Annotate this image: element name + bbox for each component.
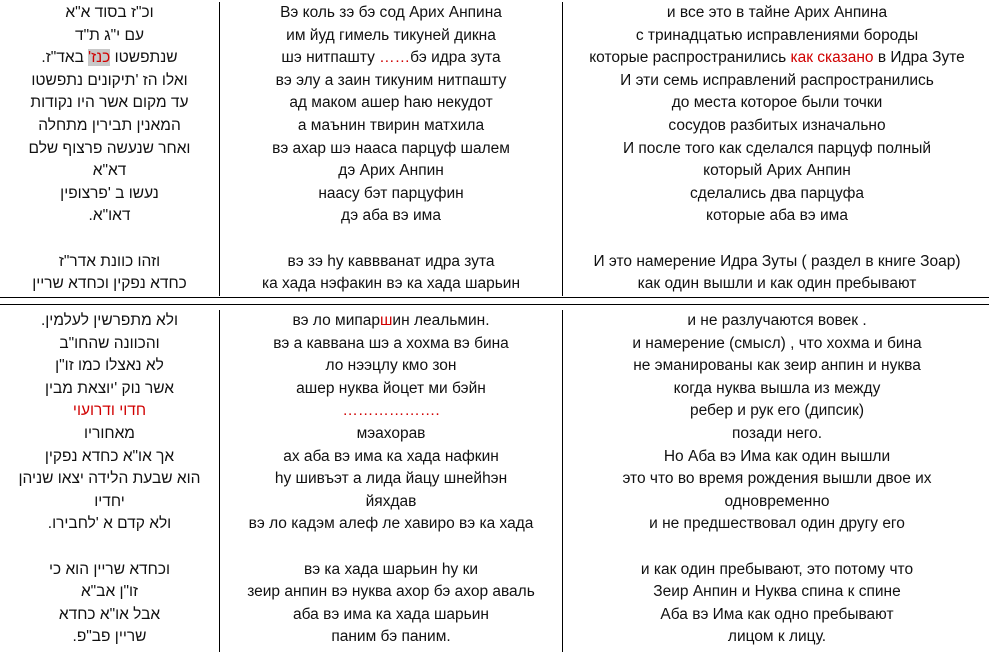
text-line (220, 400, 562, 423)
text-span: в Идра Зуте (873, 49, 965, 67)
text-span: שנתפשטו (110, 49, 178, 67)
text-line: аба вэ има ка хада шарьин (293, 605, 489, 623)
red-text: ш (379, 312, 393, 329)
text-line: сосудов разбитых изначально (668, 116, 886, 134)
text-line: И это намерение Идра Зуты ( раздел в книге Зоар) (593, 252, 961, 270)
red-text: חדוי ודרועוי (72, 402, 147, 420)
text-line: אך או"א כחדא נפקין (44, 447, 175, 465)
text-line: и как один пребывают, это потому что (640, 560, 914, 578)
text-line: лицом к лицу. (727, 628, 827, 646)
text-line: который Арих Анпин (703, 162, 851, 180)
text-line: זו"ן אב"א (80, 583, 139, 601)
text-line: דא"א (92, 162, 127, 180)
text-line: המאנין תבירין מתחלה (38, 116, 181, 134)
section-divider-bottom (0, 304, 989, 305)
text-line: как один вышли и как один пребывают (637, 275, 917, 293)
text-line: ребер и рук его (дипсик) (689, 402, 865, 420)
text-line: נעשו ב 'פרצופין (60, 184, 159, 202)
text-line (0, 47, 219, 70)
text-line: с тринадцатью исправлениями бороды (635, 26, 919, 44)
text-line: и не предшествовал один другу его (649, 515, 905, 533)
text-line: הוא שבעת הלידה יצאו שניהן (18, 470, 201, 488)
text-line: им йуд гимель тикуней дикна (286, 26, 496, 44)
text-line: паним бэ паним. (331, 628, 451, 646)
text-line: דאו"א. (88, 207, 131, 225)
text-line: позади него. (732, 424, 822, 442)
text-line: и намерение (смысл) , что хохма и бина (632, 334, 922, 352)
text-line: йяхдав (365, 492, 417, 510)
text-line: אבל או"א כחדא (58, 605, 161, 623)
text-line: которые аба вэ има (706, 207, 848, 225)
text-span: ин леальмин. (392, 312, 490, 329)
text-line: и все это в тайне Арих Анпина (666, 4, 888, 21)
text-line (220, 310, 562, 333)
text-line: ад маком ашер hаю некудот (289, 94, 493, 112)
text-line: зеир анпин вэ нуква ахор бэ ахор аваль (247, 583, 535, 601)
text-line: сделались два парцуфа (690, 184, 864, 202)
section-divider-top (0, 297, 989, 298)
text-line: вэ ахар шэ нааса парцуф шалем (272, 139, 510, 157)
text-line: И после того как сделался парцуф полный (622, 139, 932, 157)
text-line: ולא מתפרשין לעלמין. (40, 312, 179, 329)
text-line: Зеир Анпин и Нуква спина к спине (653, 583, 901, 601)
text-line: и не разлучаются вовек . (687, 312, 867, 329)
hebrew-column-1 (0, 2, 220, 296)
transliteration-column-2 (220, 310, 563, 652)
text-line (0, 228, 219, 251)
text-span: бэ идра зута (410, 49, 501, 67)
text-line: שריין פב"פ. (72, 628, 147, 646)
text-line: ואלו הז 'תיקונים נתפשטו (31, 71, 188, 89)
text-line: ах аба вэ има ка хада нафкин (283, 447, 499, 465)
text-line: вэ зэ hу каввванат идра зута (287, 252, 495, 270)
text-line: не эманированы как зеир анпин и нуква (633, 357, 921, 375)
highlighted-text: כנז' (88, 49, 111, 67)
text-line: מאחוריו (84, 424, 135, 442)
text-line: вэ ка хада шарьин hу ки (303, 560, 479, 578)
text-line (220, 47, 562, 70)
text-line: hу шивъэт а лида йацу шнейhэн (274, 470, 508, 488)
text-line: כחדא נפקין וכחדא שריין (32, 275, 187, 293)
text-line (563, 47, 989, 70)
text-line: ло нээцлу кмо зон (325, 357, 457, 375)
text-line (220, 228, 562, 251)
transliteration-column-1 (220, 2, 563, 296)
text-line: לא נאצלו כמו זו"ן (55, 357, 164, 375)
text-line: мэахорав (356, 424, 426, 442)
text-line: והכוונה שהחו"ב (59, 334, 160, 352)
text-line: до места которое были точки (671, 94, 883, 112)
text-line: вэ а каввана шэ а хохма вэ бина (273, 334, 509, 352)
text-span: вэ ло мипар (292, 312, 380, 329)
text-line: אשר נוק 'יוצאת מבין (44, 379, 174, 397)
text-line (563, 536, 989, 559)
text-line: когда нуква вышла из между (673, 379, 881, 397)
text-line: וזהו כוונת אדר"ז (58, 252, 161, 270)
hebrew-column-2 (0, 310, 220, 652)
red-text: как сказано (790, 49, 874, 67)
text-line: одновременно (724, 492, 830, 510)
text-line: ולא קדם א 'לחבירו. (47, 515, 172, 533)
text-line: ашер нуква йоцет ми бэйн (296, 379, 486, 397)
section-1-table (0, 2, 989, 296)
text-line: וכחדא שריין הוא כי (48, 560, 171, 578)
text-line: ואחר שנעשה פרצוף שלם (28, 139, 191, 157)
text-line: а маънин твирин матхила (297, 116, 485, 134)
text-line: это что во время рождения вышли двое их (622, 470, 932, 488)
text-span: шэ нитпашту (281, 49, 380, 67)
text-line: Но Аба вэ Има как один вышли (663, 447, 891, 465)
text-line: וכ"ז בסוד א"א (65, 4, 154, 21)
text-line: И эти семь исправлений распространились (620, 71, 934, 89)
text-line: Вэ коль зэ бэ сод Арих Анпина (280, 4, 502, 21)
red-text: …… (379, 49, 411, 67)
text-line: вэ ло кадэм алеф ле хавиро вэ ка хада (248, 515, 534, 533)
text-line (0, 536, 219, 559)
text-line: ка хада нэфакин вэ ка хада шарьин (262, 275, 520, 293)
red-text: ………………. (342, 402, 440, 420)
text-span: которые распространились (589, 49, 791, 67)
text-line: вэ элу а заин тикуним нитпашту (275, 71, 507, 89)
section-2-table (0, 310, 989, 652)
text-line (0, 400, 219, 423)
text-line: עד מקום אשר היו נקודות (30, 94, 189, 112)
text-line: наасу бэт парцуфин (318, 184, 464, 202)
text-line (220, 536, 562, 559)
text-line: עם י"ג ת"ד (74, 26, 145, 44)
text-span: באד"ז. (41, 49, 89, 67)
text-line: дэ Арих Анпин (338, 162, 444, 180)
text-line: Аба вэ Има как одно пребывают (660, 605, 894, 623)
text-line: дэ аба вэ има (341, 207, 441, 225)
russian-column-2 (563, 310, 989, 652)
text-line (563, 228, 989, 251)
russian-column-1 (563, 2, 989, 296)
text-line: יחדיו (94, 492, 125, 510)
